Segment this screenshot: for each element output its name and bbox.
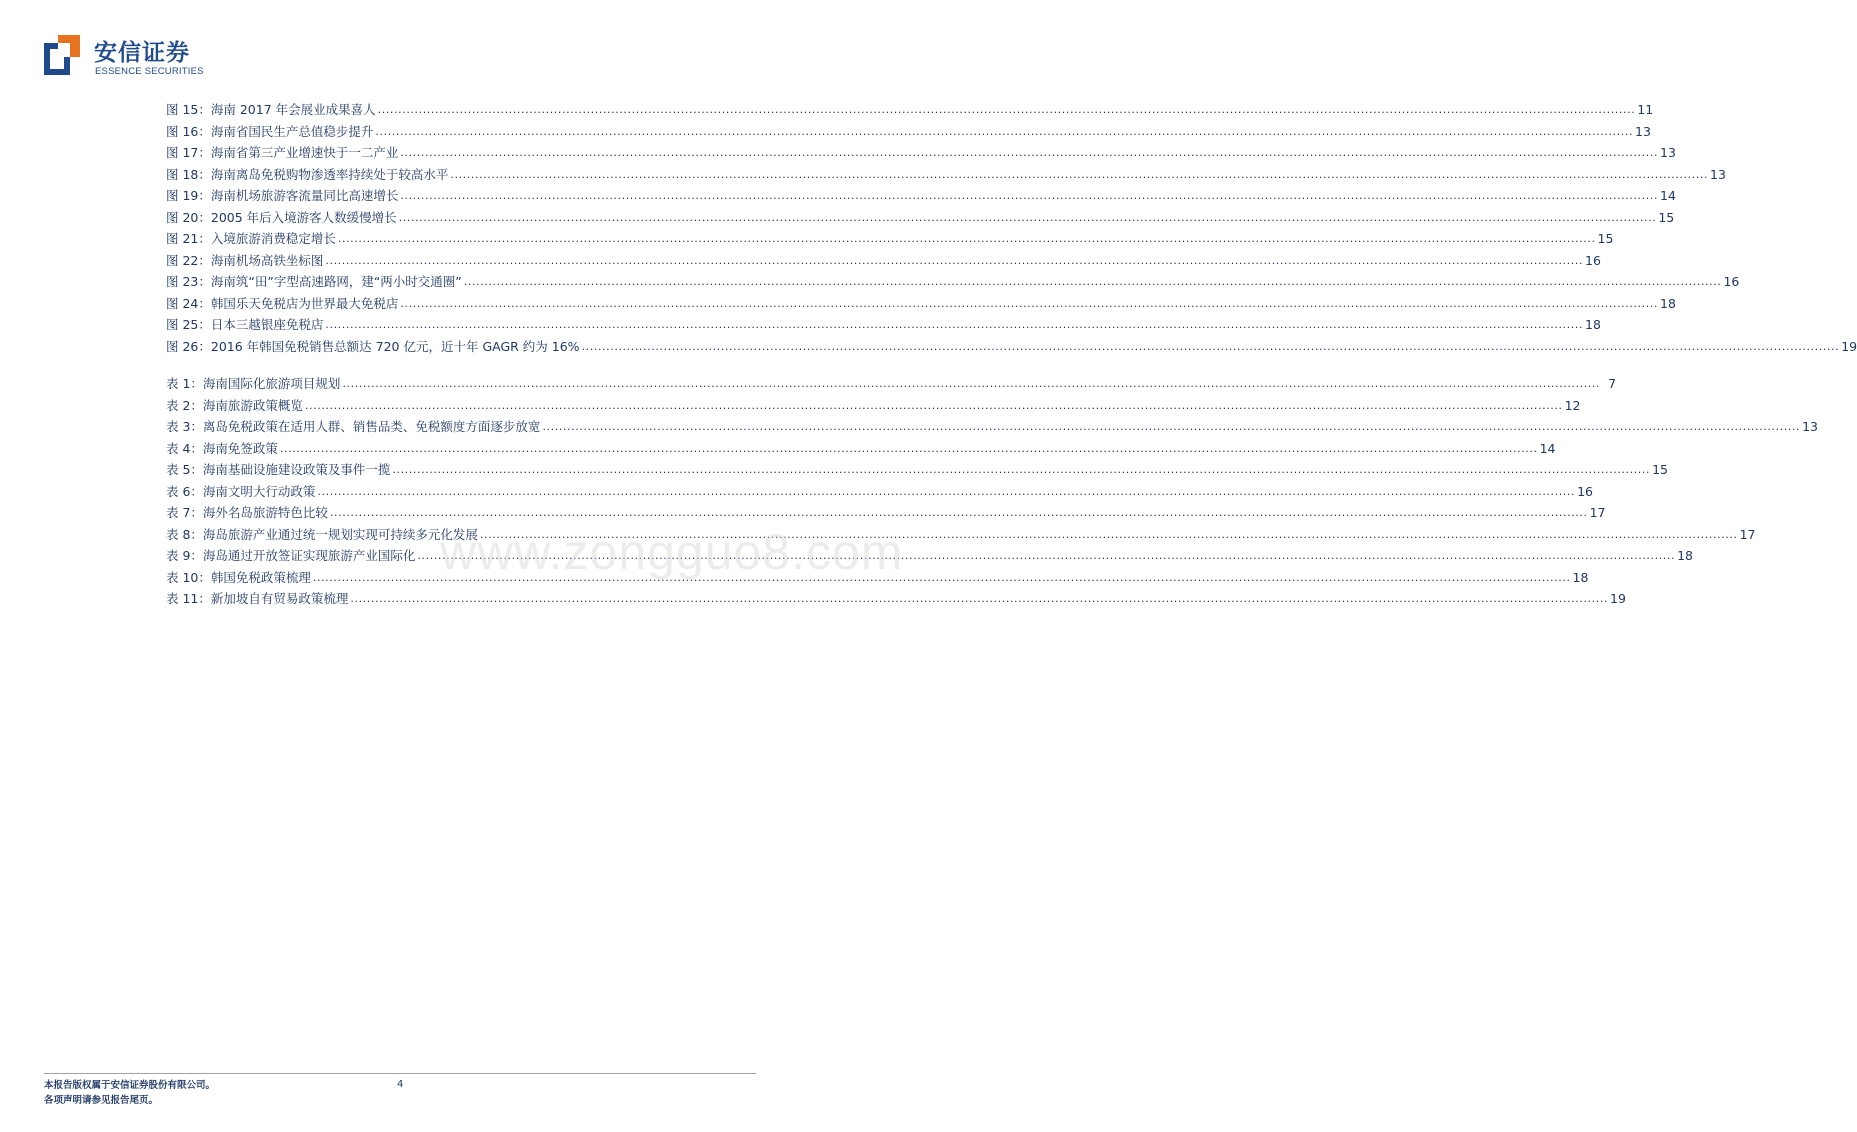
toc-entry-page: 15 — [1652, 462, 1668, 477]
dot-leader — [400, 185, 1658, 207]
brand-name-en: ESSENCE SECURITIES — [95, 66, 204, 77]
footer-disclaimer — [44, 1078, 215, 1108]
dot-leader — [350, 588, 1608, 610]
toc-entry-page: 16 — [1577, 483, 1593, 499]
toc-entry-figure[interactable] — [166, 185, 1676, 207]
toc-entry-page: 18 — [1660, 295, 1676, 311]
toc-entry-figure[interactable] — [166, 271, 1740, 293]
toc-entry-page: 13 — [1635, 123, 1651, 139]
dot-leader — [400, 293, 1658, 315]
dot-leader — [338, 228, 1596, 250]
dot-leader — [392, 459, 1650, 481]
toc-entry-table[interactable] — [166, 459, 1668, 481]
toc-entry-label: 图 20：2005 年后入境游客人数缓慢增长 — [166, 209, 397, 225]
toc-entry-label: 表 8：海岛旅游产业通过统一规划实现可持续多元化发展 — [166, 526, 478, 542]
brand-name-cn: 安信证券 — [94, 40, 190, 66]
toc-entry-figure[interactable] — [166, 142, 1676, 164]
dot-leader — [399, 207, 1657, 229]
toc-entry-label: 表 2：海南旅游政策概览 — [166, 397, 303, 413]
toc-entry-label: 表 7：海外名岛旅游特色比较 — [166, 505, 328, 520]
toc-entry-page: 13 — [1710, 166, 1726, 182]
footer-disclosure-note: 各项声明请参见报告尾页。 — [44, 1095, 159, 1106]
toc-entry-figure[interactable] — [166, 314, 1601, 336]
toc-entry-page: 13 — [1802, 419, 1818, 434]
toc-entry-figure[interactable] — [166, 228, 1614, 250]
toc-entry-page: 16 — [1723, 274, 1740, 289]
toc-entry-label: 表 6：海南文明大行动政策 — [166, 483, 316, 499]
dot-leader — [330, 502, 1588, 524]
dot-leader — [325, 314, 1583, 336]
toc-entry-label: 图 17：海南省第三产业增速快于一二产业 — [166, 145, 399, 160]
dot-leader — [542, 416, 1800, 438]
toc-entry-page: 14 — [1660, 188, 1676, 203]
toc-entry-label: 表 4：海南免签政策 — [166, 440, 278, 456]
toc-entry-page: 18 — [1585, 317, 1601, 332]
toc-entry-label: 表 11：新加坡自有贸易政策梳理 — [166, 591, 349, 606]
toc-entry-label: 图 15：海南 2017 年会展业成果喜人 — [166, 102, 376, 117]
toc-entry-page: 14 — [1539, 440, 1556, 456]
toc-entry-figure[interactable] — [166, 293, 1676, 315]
toc-entry-page: 19 — [1841, 338, 1857, 354]
toc-entry-label: 图 22：海南机场高铁坐标图 — [166, 252, 324, 268]
toc-entry-table[interactable] — [166, 373, 1617, 395]
dot-leader — [280, 438, 1538, 460]
dot-leader — [582, 336, 1840, 358]
toc-entry-label: 图 19：海南机场旅游客流量同比高速增长 — [166, 188, 399, 203]
dot-leader — [317, 481, 1575, 503]
dot-leader — [400, 142, 1658, 164]
dot-leader — [378, 99, 1636, 121]
toc-entry-label: 图 18：海南离岛免税购物渗透率持续处于较高水平 — [166, 166, 449, 182]
figure-list — [166, 99, 1857, 357]
toc-entry-table[interactable] — [166, 395, 1581, 417]
report-header — [44, 32, 344, 78]
toc-entry-figure[interactable] — [166, 164, 1726, 186]
toc-entry-page: 17 — [1739, 526, 1756, 542]
toc-entry-label: 表 3：离岛免税政策在适用人群、销售品类、免税额度方面逐步放宽 — [166, 419, 541, 434]
toc-entry-label: 表 5：海南基础设施建设政策及事件一揽 — [166, 462, 391, 477]
toc-entry-table[interactable] — [166, 438, 1556, 460]
toc-entry-page: 12 — [1564, 397, 1581, 413]
dot-leader — [305, 395, 1563, 417]
toc-entry-page: 16 — [1585, 252, 1601, 268]
toc-entry-label: 图 21：入境旅游消费稳定增长 — [166, 231, 336, 246]
toc-entry-figure[interactable] — [166, 336, 1857, 358]
toc-entry-page: 18 — [1572, 569, 1589, 585]
toc-entry-label: 图 25：日本三越银座免税店 — [166, 317, 324, 332]
toc-entry-figure[interactable] — [166, 99, 1654, 121]
toc-entry-table[interactable] — [166, 481, 1593, 503]
toc-entry-label: 表 10：韩国免税政策梳理 — [166, 569, 311, 585]
toc-entry-page: 19 — [1610, 591, 1626, 606]
toc-entry-page: 11 — [1637, 102, 1654, 117]
toc-entry-table[interactable] — [166, 502, 1606, 524]
toc-entry-label: 图 23：海南筑“田”字型高速路网，建“两小时交通圈” — [166, 274, 462, 289]
watermark-text: www.zongguo8.com — [440, 524, 904, 580]
toc-entry-page: 15 — [1658, 209, 1675, 225]
toc-entry-label: 图 16：海南省国民生产总值稳步提升 — [166, 123, 374, 139]
toc-entry-label: 表 1：海南国际化旅游项目规划 — [166, 376, 341, 391]
toc-entry-figure[interactable] — [166, 121, 1651, 143]
dot-leader — [325, 250, 1583, 272]
toc-entry-page: 15 — [1597, 231, 1614, 246]
toc-entry-page: 18 — [1677, 548, 1693, 563]
toc-entry-table[interactable] — [166, 416, 1818, 438]
dot-leader — [342, 373, 1600, 395]
toc-entry-figure[interactable] — [166, 250, 1601, 272]
footer-divider — [44, 1073, 756, 1074]
toc-entry-label: 表 9：海岛通过开放签证实现旅游产业国际化 — [166, 548, 416, 563]
toc-entry-label: 图 24：韩国乐天免税店为世界最大免税店 — [166, 295, 399, 311]
dot-leader — [450, 164, 1708, 186]
toc-entry-figure[interactable] — [166, 207, 1675, 229]
toc-entry-page: 17 — [1589, 505, 1606, 520]
toc-entry-label: 图 26：2016 年韩国免税销售总额达 720 亿元，近十年 GAGR 约为 16% — [166, 338, 580, 354]
toc-entry-page: 7 — [1608, 376, 1617, 391]
footer-copyright: 本报告版权属于安信证券股份有限公司。 — [44, 1080, 216, 1091]
dot-leader — [464, 271, 1722, 293]
dot-leader — [375, 121, 1633, 143]
essence-logo-icon — [44, 35, 80, 77]
toc-entry-table[interactable] — [166, 588, 1626, 610]
toc-entry-page: 13 — [1660, 145, 1676, 160]
page-number: 4 — [397, 1079, 404, 1090]
